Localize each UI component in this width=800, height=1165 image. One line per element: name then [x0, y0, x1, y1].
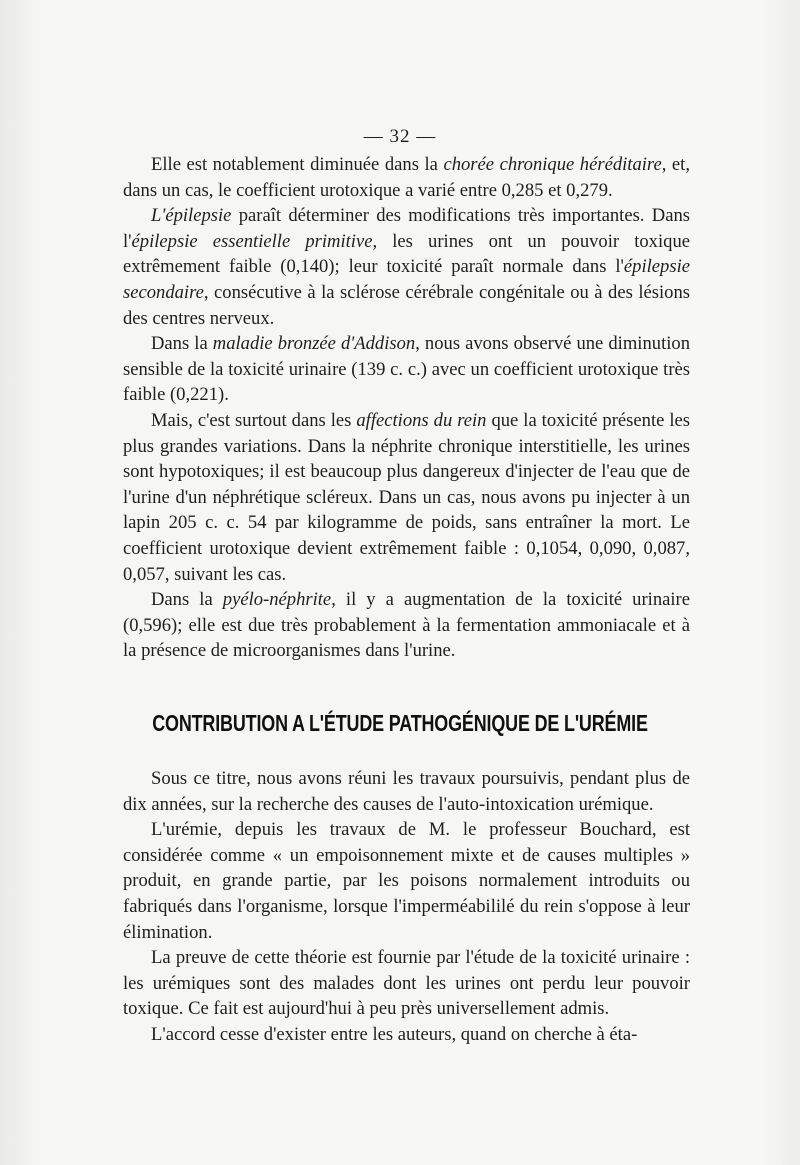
paragraph-addison: Dans la maladie bronzée d'Addison, nous avons observé une diminution sensible de la toxicité urinaire (139 c. c.) avec un coefficient urotoxique très faible (0,221). — [123, 333, 690, 406]
paragraph-uremia-definition: L'urémie, depuis les travaux de M. le professeur Bouchard, est considérée comme « un empoisonnement mixte et de causes multiples » produit, en grande partie, par les poisons normalement introduits ou fabriqués dans l'organisme, lorsque l'imperméabililé du rein s'oppose à leur élimination. — [123, 819, 690, 943]
emphasis-term: pyélo-néphrite — [222, 589, 332, 611]
emphasis-term: affections du rein — [356, 409, 487, 431]
paragraph-pyelonephritis: Dans la pyélo-néphrite, il y a augmentation de la toxicité urinaire (0,596); elle est due très probablement à la fermentation ammoniacale et à la présence de microorganismes dans l'urine. — [123, 589, 690, 662]
paragraph-proof: La preuve de cette théorie est fournie par l'étude de la toxicité urinaire : les urémiques sont des malades dont les urines ont perdu leur pouvoir toxique. Ce fait est aujourd'hui à peu près universellement admis. — [123, 947, 690, 1020]
emphasis-term: L'épilepsie — [151, 205, 232, 227]
page-number: — 32 — — [363, 126, 437, 147]
emphasis-term: épilepsie essentielle primitive — [131, 230, 373, 252]
emphasis-term: chorée chronique héréditaire — [443, 154, 662, 175]
paragraph-kidney: Mais, c'est surtout dans les affections du rein que la toxicité présente les plus grandes variations. Dans la néphrite chronique interstitielle, les urines sont hypotoxiques; il est beaucoup plus dangereux d'injecter de l'eau que de l'urine d'un néphrétique scléreux. Dans un cas, nous avons pu injecter à un lapin 205 c. c. 54 par kilogramme de poids, sans entraîner la mort. Le coefficient urotoxique devient extrêmement faible : 0,1054, 0,090, 0,087, 0,057, suivant les cas. — [123, 409, 690, 585]
paragraph-epilepsy: L'épilepsie paraît déterminer des modifications très importantes. Dans l'épilepsie essentielle primitive, les urines ont un pouvoir toxique extrêmement faible (0,140); leur toxicité paraît normale dans l'épilepsie secondaire, consécutive à la sclérose cérébrale congénitale ou à des lésions des centres nerveux. — [123, 205, 690, 329]
paragraph-intro: Sous ce titre, nous avons réuni les travaux poursuivis, pendant plus de dix années, sur la recherche des causes de l'auto-intoxication urémique. — [123, 768, 690, 815]
emphasis-term: maladie bronzée d'Addison — [212, 333, 416, 355]
paragraph-chorea: Elle est notablement diminuée dans la chorée chronique héréditaire, et, dans un cas, le coefficient urotoxique a varié entre 0,285 et 0,279. — [123, 154, 690, 201]
section-heading: CONTRIBUTION A L'ÉTUDE PATHOGÉNIQUE DE L'URÉMIE — [152, 710, 648, 736]
paragraph-disagreement: L'accord cesse d'exister entre les auteurs, quand on cherche à éta- — [151, 1023, 638, 1045]
emphasis-term: épilepsie secondaire — [123, 256, 690, 303]
body-text-lower — [123, 766, 690, 1048]
body-text-upper — [123, 152, 690, 664]
